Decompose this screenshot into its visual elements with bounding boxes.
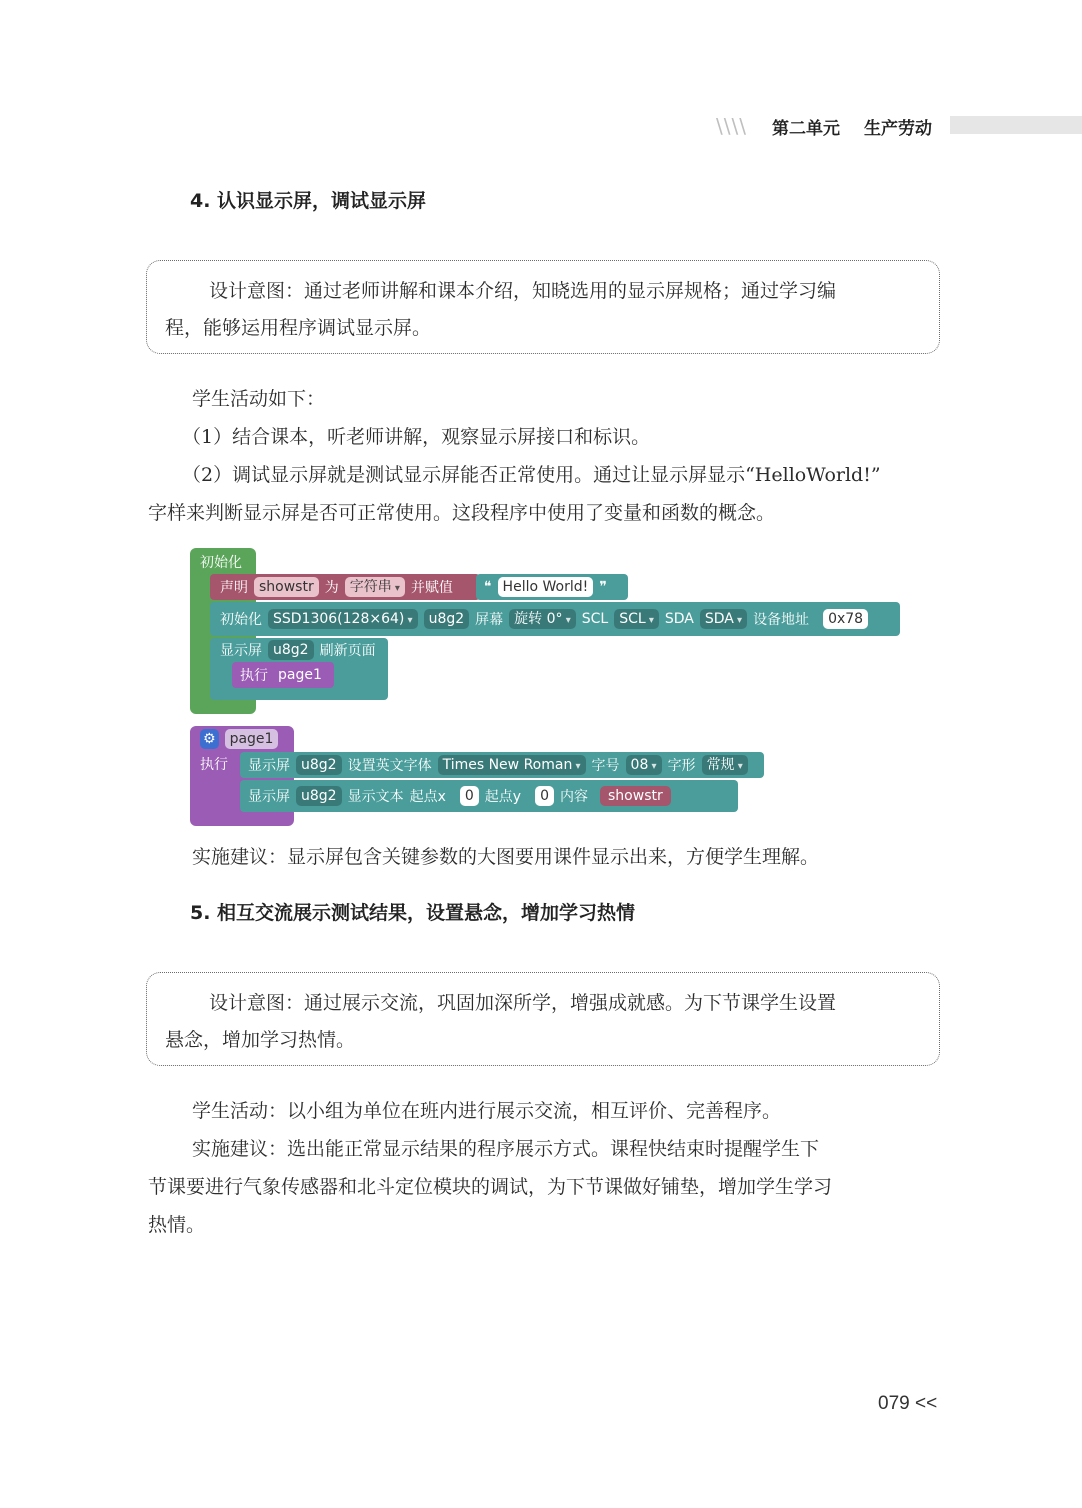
rotate-dropdown[interactable]: 旋转 0° ▾ — [509, 609, 576, 629]
content-variable[interactable]: showstr — [600, 786, 671, 806]
suggestion-line: 节课要进行气象传感器和北斗定位模块的调试，为下节课做好铺垫，增加学生学习 — [148, 1176, 833, 1198]
set-font-block — [240, 752, 764, 778]
sda-label: SDA — [664, 611, 694, 627]
show-text-action: 显示文本 — [347, 789, 404, 805]
declare-as: 为 — [324, 580, 339, 596]
set-font-kw: 显示屏 — [248, 758, 290, 774]
font-style-label: 字形 — [667, 758, 696, 774]
design-intent-box-4 — [146, 260, 940, 354]
show-text-kw: 显示屏 — [248, 789, 290, 805]
header-decoration: \\\\ — [716, 114, 747, 138]
refresh-action: 刷新页面 — [319, 643, 376, 659]
gear-icon[interactable]: ⚙ — [200, 729, 219, 749]
intent-line: 设计意图：通过展示交流，巩固加深所学，增强成就感。为下节课学生设置 — [209, 992, 837, 1014]
suggestion-4 — [148, 838, 942, 876]
activity-item-2-line2: 字样来判断显示屏是否可正常使用。这段程序中使用了变量和函数的概念。 — [148, 502, 776, 524]
header-unit: 第二单元 — [772, 119, 840, 139]
display-model-dropdown[interactable]: SSD1306(128×64) ▾ — [268, 609, 418, 629]
intent-line: 悬念，增加学习热情。 — [165, 1029, 356, 1051]
init-display-kw: 初始化 — [220, 612, 262, 628]
function-exec-label: 执行 — [200, 757, 228, 773]
string-value[interactable]: Hello World! — [498, 577, 594, 597]
variable-type-dropdown[interactable]: 字符串 ▾ — [345, 577, 405, 597]
refresh-kw: 显示屏 — [220, 643, 262, 659]
sda-dropdown[interactable]: SDA ▾ — [700, 609, 747, 629]
declare-assign: 并赋值 — [410, 580, 453, 596]
blockly-program — [188, 548, 902, 828]
variable-name[interactable]: showstr — [254, 577, 319, 597]
suggestion-text: 实施建议：显示屏包含关键参数的大图要用课件显示出来，方便学生理解。 — [192, 846, 820, 868]
y-input[interactable]: 0 — [535, 786, 554, 806]
activity-text: 学生活动：以小组为单位在班内进行展示交流，相互评价、完善程序。 — [192, 1100, 782, 1122]
intent-line: 程，能够运用程序调试显示屏。 — [165, 317, 432, 339]
close-quote: ❞ — [599, 579, 607, 595]
section-4-title: 4. 认识显示屏，调试显示屏 — [190, 190, 427, 212]
show-text-object[interactable]: u8g2 — [296, 786, 342, 806]
refresh-object[interactable]: u8g2 — [268, 640, 314, 660]
function-name[interactable]: page1 — [225, 729, 279, 749]
page-number: 079 << — [878, 1393, 938, 1414]
header-title: 生产劳动 — [864, 119, 932, 139]
design-intent-box-5 — [146, 972, 940, 1066]
font-size-dropdown[interactable]: 08 ▾ — [626, 755, 662, 775]
address-input[interactable]: 0x78 — [823, 609, 868, 629]
font-dropdown[interactable]: Times New Roman ▾ — [438, 755, 586, 775]
scl-dropdown[interactable]: SCL ▾ — [614, 609, 659, 629]
exec-name: page1 — [278, 667, 322, 683]
header-bar — [950, 116, 1082, 134]
screen-label: 屏幕 — [475, 612, 504, 628]
exec-call-block[interactable] — [232, 662, 334, 688]
intent-line: 设计意图：通过老师讲解和课本介绍，知晓选用的显示屏规格；通过学习编 — [209, 280, 837, 302]
content-label: 内容 — [560, 789, 589, 805]
display-object[interactable]: u8g2 — [424, 609, 470, 629]
font-style-dropdown[interactable]: 常规 ▾ — [702, 755, 748, 775]
set-font-action: 设置英文字体 — [347, 758, 432, 774]
font-size-label: 字号 — [591, 758, 620, 774]
scl-label: SCL — [581, 611, 609, 627]
declare-variable-block — [210, 574, 480, 600]
declare-kw: 声明 — [220, 580, 248, 596]
suggestion-line: 热情。 — [148, 1214, 206, 1236]
activity-block — [148, 380, 942, 532]
suggestion-line: 实施建议：选出能正常显示结果的程序展示方式。课程快结束时提醒学生下 — [192, 1138, 820, 1160]
set-font-object[interactable]: u8g2 — [296, 755, 342, 775]
x-label: 起点x — [409, 789, 446, 805]
init-display-block — [210, 602, 900, 636]
init-label: 初始化 — [200, 555, 242, 571]
activity-item-2-line1: （2）调试显示屏就是测试显示屏能否正常使用。通过让显示屏显示“HelloWorld!” — [182, 464, 881, 486]
activity-item-1: （1）结合课本，听老师讲解，观察显示屏接口和标识。 — [182, 426, 651, 448]
open-quote: ❝ — [484, 579, 492, 595]
activity-intro: 学生活动如下： — [192, 388, 326, 410]
exec-kw: 执行 — [240, 668, 268, 684]
section-5-body — [148, 1092, 942, 1244]
x-input[interactable]: 0 — [460, 786, 479, 806]
section-5-title: 5. 相互交流展示测试结果，设置悬念，增加学习热情 — [190, 902, 636, 924]
address-label: 设备地址 — [753, 612, 810, 628]
show-text-block — [240, 780, 738, 812]
string-literal-block — [476, 574, 628, 600]
y-label: 起点y — [484, 789, 522, 805]
